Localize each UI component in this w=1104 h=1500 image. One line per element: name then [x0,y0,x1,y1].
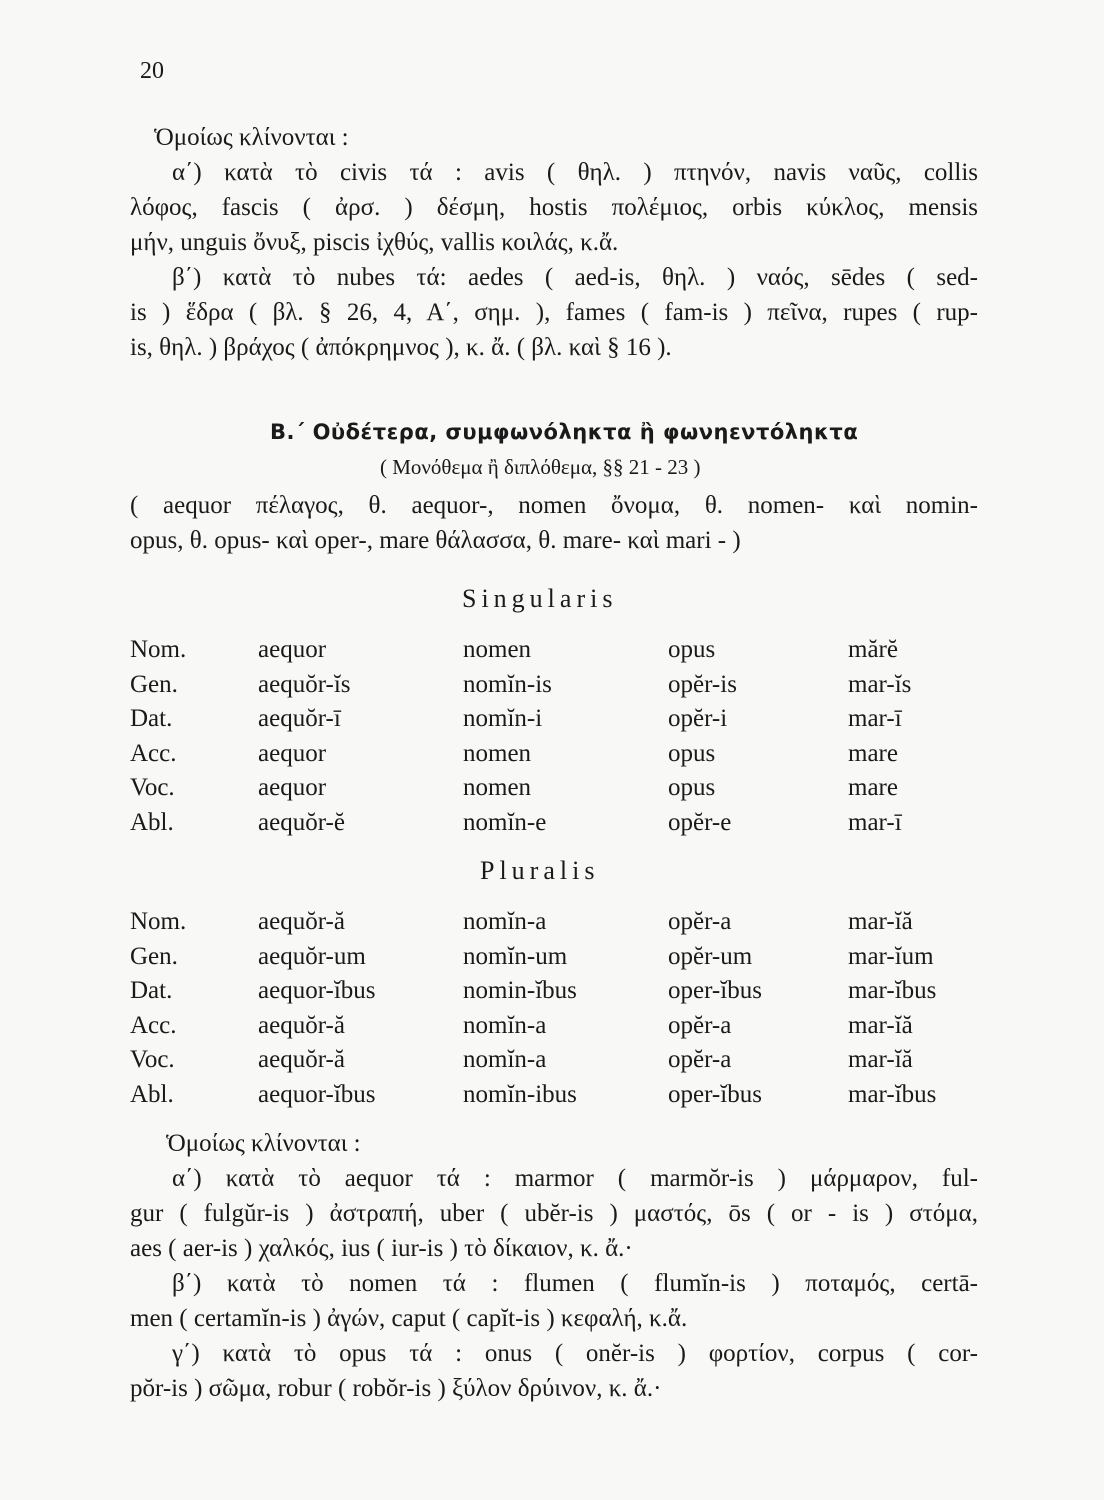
table-row [130,809,990,843]
stem-paragraph [130,488,978,558]
table-cell: aequŏr-ă [258,1046,345,1073]
page-number: 20 [140,58,164,84]
table-cell: aequŏr-ă [258,1011,345,1039]
table-cell: opus [668,636,716,663]
table-cell: aequor [258,774,327,801]
table-cell: aequŏr-ă [258,908,345,935]
table-cell: mar-ĭă [848,908,913,935]
text-line: aes ( aer-is ) χαλκός, ius ( iur-is ) τὸ δίκαιον, κ. ἄ.· [130,1235,633,1262]
table-cell: opus [668,739,716,767]
table-cell: oper-ĭbus [668,977,762,1004]
table-cell: opĕr-a [668,1046,732,1073]
table-cell: nomĭn-um [463,942,568,970]
table-cell: nomen [463,774,532,801]
table-row [130,774,990,808]
table-row [130,1012,990,1046]
paragraph-heading: Ὁμοίως κλίνονται : [154,124,349,151]
table-row [130,636,990,670]
table-cell: mar-ĭă [848,1046,913,1073]
case-label: Nom. [130,636,187,663]
text-line: pŏr-is ) σῶμα, robur ( robŏr-is ) ξύλον δρύινον, κ. ἄ.· [130,1375,662,1402]
text-line: α΄) κατὰ τὸ civis τά : avis ( θηλ. ) πτηνόν, navis ναῦς, collis [172,159,978,186]
case-label: Acc. [130,1011,177,1039]
table-cell: opĕr-i [668,705,728,732]
table-cell: opĕr-um [668,942,753,970]
case-label: Voc. [130,774,175,801]
table-row [130,1081,990,1115]
declension-paragraph-2 [130,1126,978,1406]
singularis-label: Singularis [462,584,618,613]
text-line: λόφος, fascis ( ἀρσ. ) δέσμη, hostis πολέμιος, orbis κύκλος, mensis [130,194,978,221]
table-cell: opĕr-a [668,908,732,935]
table-cell: mar-ī [848,808,902,836]
case-label: Abl. [130,1080,174,1108]
table-row [130,740,990,774]
text-line: β΄) κατὰ τὸ nubes τά: aedes ( aed-is, θηλ. ) ναός, sēdes ( sed- [172,264,978,291]
section-title: Β.΄ Οὐδέτερα, συμφωνόληκτα ἢ φωνηεντόληκτα [270,420,859,444]
table-cell: nomen [463,739,532,767]
table-cell: nomĭn-ibus [463,1080,577,1108]
text-line: gur ( fulgŭr-is ) ἀστραπή, uber ( ubĕr-is ) μαστός, ōs ( or - is ) στόμα, [130,1200,978,1227]
table-cell: aequor [258,739,327,767]
text-line: opus, θ. opus- καὶ oper-, mare θάλασσα, θ. mare- καὶ mari - ) [130,527,741,554]
section-subtitle: ( Μονόθεμα ἢ διπλόθεμα, §§ 21 - 23 ) [380,455,701,479]
table-cell: nomĭn-a [463,1046,547,1073]
table-cell: mar-ĭum [848,942,934,970]
table-cell: opus [668,774,716,801]
table-cell: mar-ĭbus [848,1080,937,1108]
table-cell: nomĭn-is [463,670,552,698]
table-cell: nomĭn-a [463,908,547,935]
text-line: μήν, unguis ὄνυξ, piscis ἰχθύς, vallis κοιλάς, κ.ἄ. [130,229,619,256]
table-cell: nomin-ĭbus [463,977,577,1004]
case-label: Voc. [130,1046,175,1073]
table-cell: mar-ĭă [848,1011,913,1039]
text-line: ( aequor πέλαγος, θ. aequor-, nomen ὄνομα, θ. nomen- καὶ nomin- [130,492,978,519]
text-line: men ( certamĭn-is ) ἀγών, caput ( capĭt-is ) κεφαλή, κ.ἄ. [130,1305,688,1332]
table-cell: nomen [463,636,532,663]
text-line: is, θηλ. ) βράχος ( ἀπόκρημνος ), κ. ἄ. ( βλ. καὶ § 16 ). [130,334,672,361]
table-row [130,705,990,739]
case-label: Abl. [130,808,174,836]
table-cell: nomĭn-a [463,1011,547,1039]
case-label: Gen. [130,670,178,698]
case-label: Acc. [130,739,177,767]
text-line: β΄) κατὰ τὸ nomen τά : flumen ( flumĭn-is ) ποταμός, certā- [172,1270,978,1297]
table-cell: aequŏr-ĕ [258,808,345,836]
table-cell: aequŏr-ĭs [258,670,351,698]
table-row [130,977,990,1011]
text-line: is ) ἕδρα ( βλ. § 26, 4, Α΄, σημ. ), fames ( fam-is ) πεῖνα, rupes ( rup- [130,299,978,326]
paragraph-heading: Ὁμοίως κλίνονται : [166,1130,361,1157]
table-cell: mare [848,739,898,767]
table-cell: oper-ĭbus [668,1080,762,1108]
pluralis-label: Pluralis [480,856,600,885]
table-cell: aequor [258,636,327,663]
table-cell: mare [848,774,898,801]
table-cell: mar-ĭbus [848,977,937,1004]
table-cell: aequŏr-um [258,942,366,970]
case-label: Gen. [130,942,178,970]
table-row [130,908,990,942]
text-line: α΄) κατὰ τὸ aequor τά : marmor ( marmŏr-is ) μάρμαρον, ful- [172,1165,978,1192]
case-label: Dat. [130,977,173,1004]
table-row [130,1046,990,1080]
text-line: γ΄) κατὰ τὸ opus τά : onus ( onĕr-is ) φορτίον, corpus ( cor- [172,1340,978,1367]
table-row [130,943,990,977]
table-cell: aequor-ĭbus [258,1080,376,1108]
table-cell: mar-ĭs [848,670,912,698]
table-cell: aequŏr-ī [258,705,341,732]
table-row [130,671,990,705]
declension-paragraph-1 [130,120,978,365]
table-cell: opĕr-is [668,670,737,698]
table-cell: opĕr-a [668,1011,732,1039]
table-cell: nomĭn-e [463,808,547,836]
table-cell: aequor-ĭbus [258,977,376,1004]
table-cell: nomĭn-i [463,705,543,732]
table-cell: mar-ī [848,705,902,732]
table-cell: mărĕ [848,636,898,663]
case-label: Dat. [130,705,173,732]
table-cell: opĕr-e [668,808,732,836]
case-label: Nom. [130,908,187,935]
